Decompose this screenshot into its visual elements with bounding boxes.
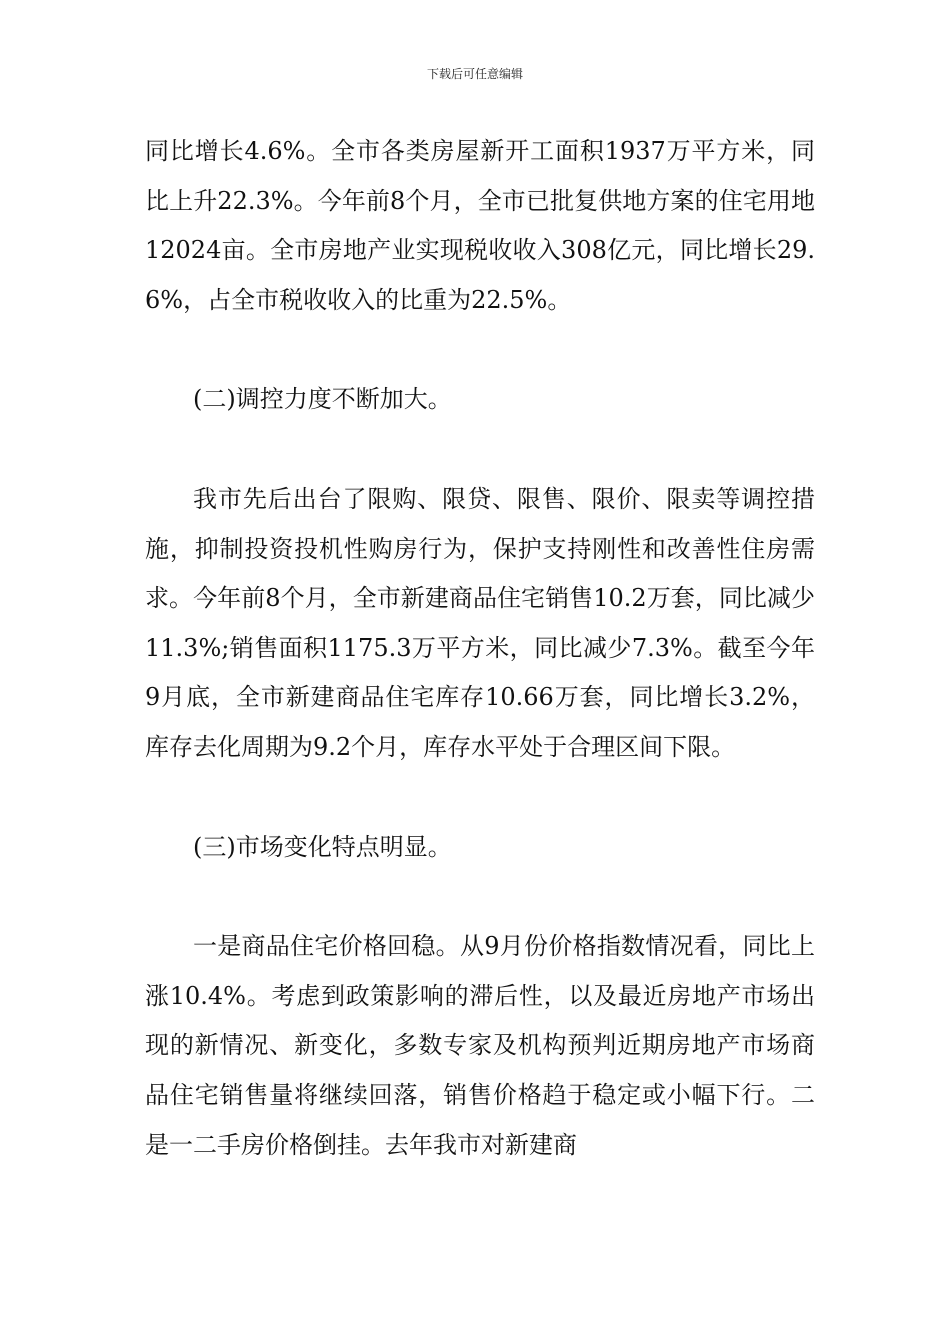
paragraph-regulation: 我市先后出台了限购、限贷、限售、限价、限卖等调控措施，抑制投资投机性购房行为，保护支持刚性和改善性住房需求。今年前8个月，全市新建商品住宅销售10.2万套，同比减少11.3%;销售面积1175.3万平方米，同比减少7.3%。截至今年9月底，全市新建商品住宅库存10.66万套，同比增长3.2%，库存去化周期为9.2个月，库存水平处于合理区间下限。 bbox=[145, 484, 815, 761]
section-heading-2: (二)调控力度不断加大。 bbox=[193, 385, 452, 414]
page-header-note: 下载后可任意编辑 bbox=[426, 67, 523, 81]
section-heading-3: (三)市场变化特点明显。 bbox=[193, 832, 452, 861]
paragraph-market-changes: 一是商品住宅价格回稳。从9月份价格指数情况看，同比上涨10.4%。考虑到政策影响的滞后性，以及最近房地产市场出现的新情况、新变化，多数专家及机构预判近期房地产市场商品住宅销售量将继续回落，销售价格趋于稳定或小幅下行。二是一二手房价格倒挂。去年我市对新建商 bbox=[145, 932, 815, 1159]
document-body bbox=[145, 127, 815, 1170]
paragraph-continuation: 同比增长4.6%。全市各类房屋新开工面积1937万平方米，同比上升22.3%。今年前8个月，全市已批复供地方案的住宅用地12024亩。全市房地产业实现税收收入308亿元，同比增长29.6%，占全市税收收入的比重为22.5%。 bbox=[145, 137, 815, 314]
